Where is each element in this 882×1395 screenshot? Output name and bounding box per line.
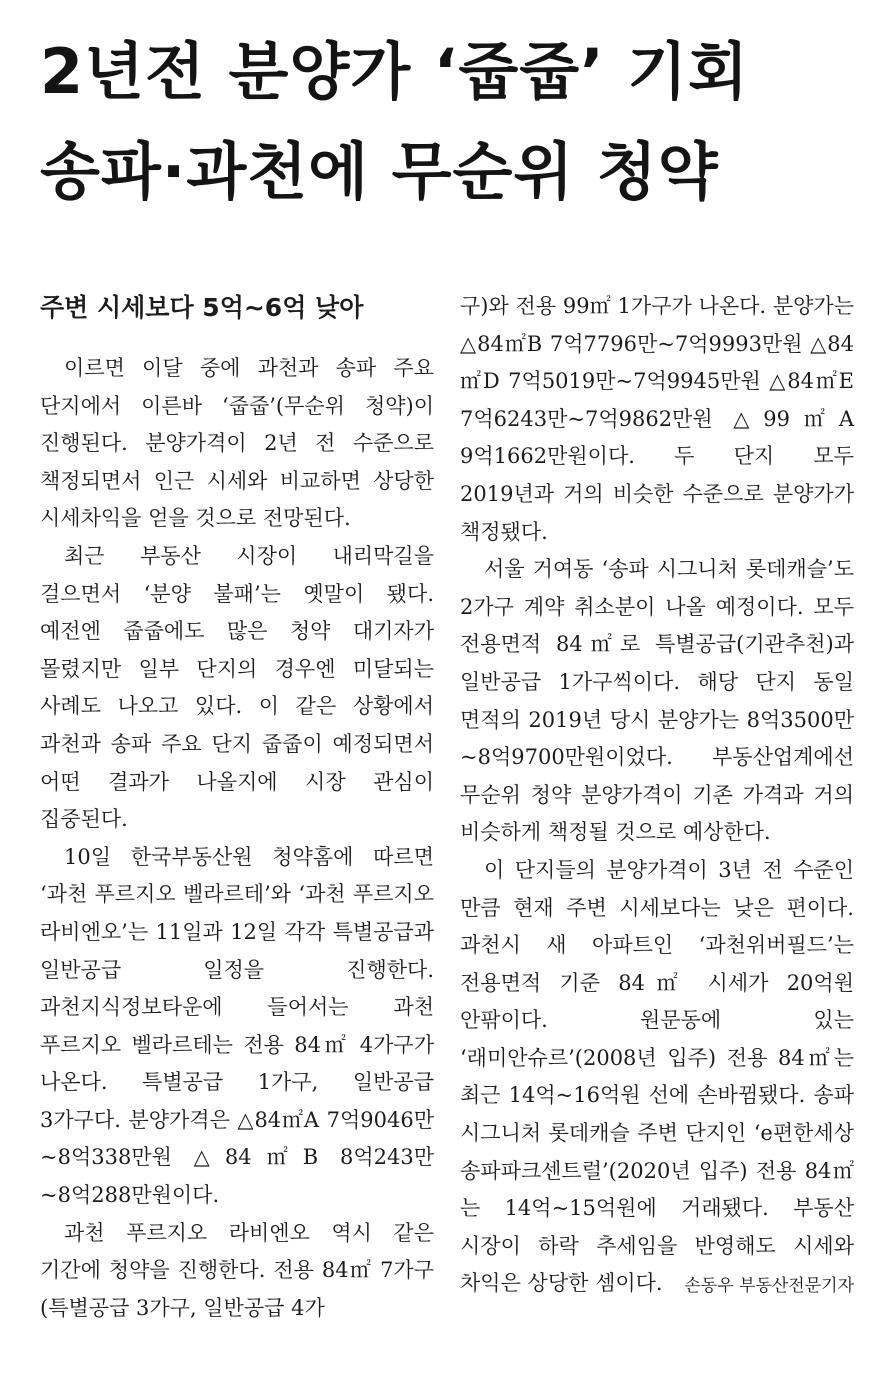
- headline-line-2: 송파·과천에 무순위 청약: [40, 135, 719, 208]
- article-paragraph-4-continued: 구)와 전용 99㎡ 1가구가 나온다. 분양가는 △84㎡B 7억7796만~7억9993만원 △84㎡D 7억5019만~7억9945만원 △84㎡E 7억6243만~7억9862만원 △99㎡A 9억1662만원이다. 두 단지 모두 2019년과 거의 비슷한 수준으로 분양가가 책정됐다.: [460, 294, 854, 544]
- byline: 손동우 부동산전문기자: [684, 1276, 854, 1297]
- article-paragraph-3: 10일 한국부동산원 청약홈에 따르면 ‘과천 푸르지오 벨라르테’와 ‘과천 푸르지오 라비엔오’는 11일과 12일 각각 특별공급과 일반공급 일정을 진행한다. 과천지식정보타운에 들어서는 과천 푸르지오 벨라르테는 전용 84㎡ 4가구가 나온다. 특별공급 1가구, 일반공급 3가구다. 분양가격은 △84㎡A 7억9046만~8억338만원 △84㎡B 8억243만~8억288만원이다.: [40, 844, 434, 1208]
- subheadline: 주변 시세보다 5억~6억 낮아: [40, 293, 364, 322]
- article-paragraph-2: 최근 부동산 시장이 내리막길을 걸으면서 ‘분양 불패’는 옛말이 됐다. 예전엔 줍줍에도 많은 청약 대기자가 몰렸지만 일부 단지의 경우엔 미달되는 사례도 나오고 있다. 이 같은 상황에서 과천과 송파 주요 단지 줍줍이 예정되면서 어떤 결과가 나올지에 시장 관심이 집중된다.: [40, 543, 434, 832]
- article-column-left: [40, 288, 434, 1327]
- article-paragraph-6: 이 단지들의 분양가격이 3년 전 수준인 만큼 현재 주변 시세보다는 낮은 편이다. 과천시 새 아파트인 ‘과천위버필드’는 전용면적 기준 84㎡ 시세가 20억원 안팎이다. 원문동에 있는 ‘래미안슈르’(2008년 입주) 전용 84㎡는 최근 14억~16억원 선에 손바뀜됐다. 송파 시그니처 롯데캐슬 주변 단지인 ‘e편한세상 송파파크센트럴’(2020년 입주) 전용 84㎡는 14억~15억원에 거래됐다. 부동산 시장이 하락 추세임을 반영해도 시세와 차익은 상당한 셈이다.: [460, 857, 854, 1296]
- closing-paragraph-row: [460, 852, 854, 1303]
- headline: [40, 22, 860, 222]
- article-paragraph-1: 이르면 이달 중에 과천과 송파 주요 단지에서 이른바 ‘줍줍’(무순위 청약)이 진행된다. 분양가격이 2년 전 수준으로 책정되면서 인근 시세와 비교하면 상당한 시세차익을 얻을 것으로 전망된다.: [40, 356, 434, 531]
- article-paragraph-5: 서울 거여동 ‘송파 시그니처 롯데캐슬’도 2가구 계약 취소분이 나올 예정이다. 모두 전용면적 84㎡로 특별공급(기관추천)과 일반공급 1가구씩이다. 해당 단지 동일 면적의 2019년 당시 분양가는 8억3500만~8억9700만원이었다. 부동산업계에선 무순위 청약 분양가격이 기존 가격과 거의 비슷하게 책정될 것으로 예상한다.: [460, 557, 854, 845]
- headline-line-1: 2년전 분양가 ‘줍줍’ 기회: [40, 35, 750, 108]
- article-paragraph-4: 과천 푸르지오 라비엔오 역시 같은 기간에 청약을 진행한다. 전용 84㎡ 7가구(특별공급 3가구, 일반공급 4가: [40, 1220, 434, 1320]
- article-column-right: [460, 288, 854, 1303]
